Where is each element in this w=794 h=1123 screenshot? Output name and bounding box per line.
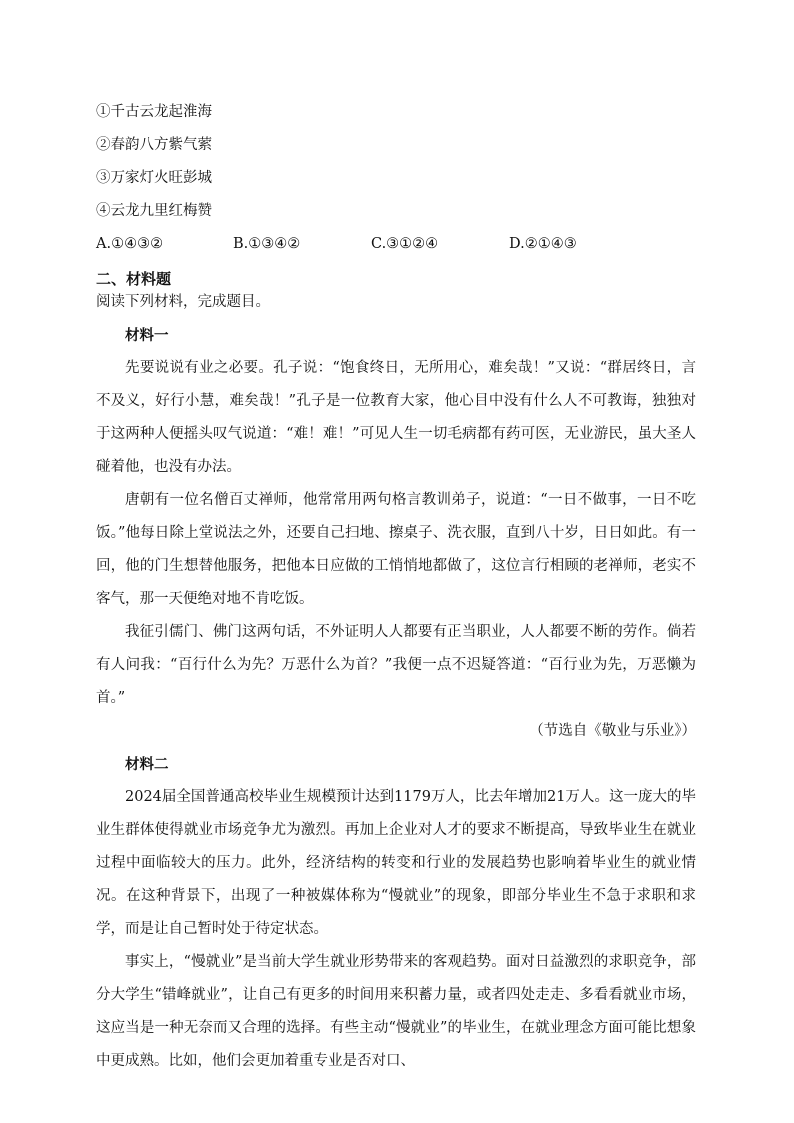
material-one-source: （节选自《敬业与乐业》） bbox=[529, 723, 696, 739]
item-2: ②春韵八方紫气萦 bbox=[96, 137, 212, 153]
option-a: A.①④③② bbox=[96, 236, 164, 252]
item-4: ④云龙九里红梅赞 bbox=[96, 203, 212, 219]
material-two-paragraph: 事实上，“慢就业”是当前大学生就业形势带来的客观趋势。面对日益激烈的求职竞争，部分大学生“错峰就业”，让自己有更多的时间用来积蓄力量，或者四处走走、多看看就业市场，这应当是一种无奈而又合理的选择。有些主动“慢就业”的毕业生，在就业理念方面可能比想象中更成熟。比如，他们会更加着重专业是否对口、 bbox=[96, 954, 696, 1069]
option-d: D.②①④③ bbox=[509, 236, 577, 252]
material-two bbox=[96, 748, 696, 1078]
material-one-paragraph: 先要说说有业之必要。孔子说：“饱食终日，无所用心，难矣哉！”又说：“群居终日，言不及义，好行小慧，难矣哉！”孔子是一位教育大家，他心目中没有什么人不可教诲，独独对于这两种人便摇头叹气说道：“难！难！”可见人生一切毛病都有药可医，无业游民，虽大圣人碰着他，也没有办法。 bbox=[96, 360, 696, 475]
section-instruction: 阅读下列材料，完成题目。 bbox=[96, 294, 270, 310]
section-heading: 二、材料题 bbox=[96, 270, 172, 288]
material-one-paragraph: 唐朝有一位名僧百丈禅师，他常常用两句格言教训弟子，说道：“一日不做事，一日不吃饭。”他每日除上堂说法之外，还要自己扫地、擦桌子、洗衣服，直到八十岁，日日如此。有一回，他的门生想替他服务，把他本日应做的工悄悄地都做了，这位言行相顾的老禅师，老实不客气，那一天便绝对地不肯吃饭。 bbox=[96, 492, 696, 607]
exam-page bbox=[96, 96, 696, 1078]
option-c: C.③①②④ bbox=[371, 236, 439, 252]
option-b: B.①③④② bbox=[233, 236, 301, 252]
material-two-title: 材料二 bbox=[125, 756, 169, 773]
question-items bbox=[96, 96, 696, 228]
material-two-paragraph: 2024届全国普通高校毕业生规模预计达到1179万人，比去年增加21万人。这一庞大的毕业生群体使得就业市场竞争尤为激烈。再加上企业对人才的要求不断提高，导致毕业生在就业过程中面临较大的压力。此外，经济结构的转变和行业的发展趋势也影响着毕业生的就业情况。在这种背景下，出现了一种被媒体称为“慢就业”的现象，即部分毕业生不急于求职和求学，而是让自己暂时处于待定状态。 bbox=[96, 789, 696, 937]
item-1: ①千古云龙起淮海 bbox=[96, 104, 212, 120]
item-3: ③万家灯火旺彭城 bbox=[96, 170, 212, 186]
material-one bbox=[96, 319, 696, 748]
answer-options bbox=[96, 228, 696, 261]
material-one-paragraph: 我征引儒门、佛门这两句话，不外证明人人都要有正当职业，人人都要不断的劳作。倘若有人问我：“百行什么为先？万恶什么为首？”我便一点不迟疑答道：“百行业为先，万恶懒为首。” bbox=[96, 624, 696, 706]
material-one-title: 材料一 bbox=[125, 327, 169, 344]
